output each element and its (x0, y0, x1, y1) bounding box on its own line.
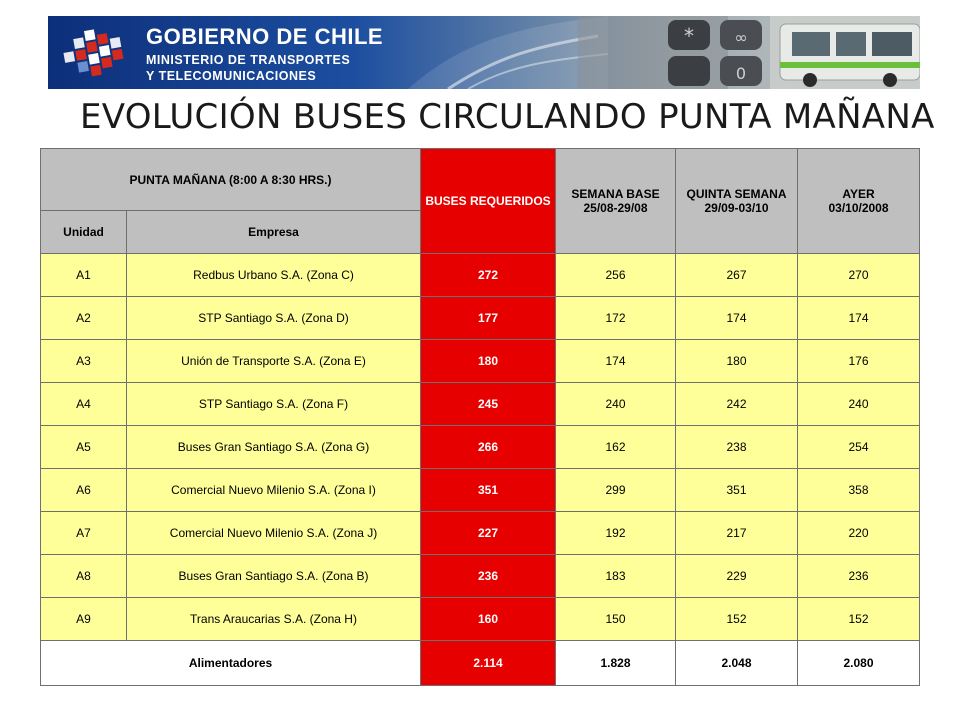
unidad-cell: A5 (41, 426, 127, 469)
total-row (41, 641, 920, 686)
table-row (41, 469, 920, 512)
empresa-cell: Comercial Nuevo Milenio S.A. (Zona J) (127, 512, 421, 555)
base-cell: 240 (556, 383, 676, 426)
buses-table (40, 148, 920, 686)
quinta-semana-header (676, 149, 798, 254)
quinta-cell: 229 (676, 555, 798, 598)
semana-base-label: SEMANA BASE (571, 187, 660, 201)
banner-ministry-line2: Y TELECOMUNICACIONES (146, 69, 317, 83)
total-ayer-cell: 2.080 (798, 641, 920, 686)
buses-requeridos-header: BUSES REQUERIDOS (421, 149, 556, 254)
ayer-cell: 220 (798, 512, 920, 555)
table-row (41, 297, 920, 340)
empresa-cell: Trans Araucarias S.A. (Zona H) (127, 598, 421, 641)
header-row-1 (41, 149, 920, 211)
quinta-cell: 238 (676, 426, 798, 469)
unidad-cell: A7 (41, 512, 127, 555)
requeridos-cell: 236 (421, 555, 556, 598)
base-cell: 150 (556, 598, 676, 641)
unidad-cell: A8 (41, 555, 127, 598)
ayer-cell: 174 (798, 297, 920, 340)
page-title: EVOLUCIÓN BUSES CIRCULANDO PUNTA MAÑANA (80, 97, 935, 137)
requeridos-cell: 177 (421, 297, 556, 340)
empresa-cell: STP Santiago S.A. (Zona D) (127, 297, 421, 340)
unidad-cell: A3 (41, 340, 127, 383)
ayer-label: AYER (842, 187, 875, 201)
ayer-cell: 254 (798, 426, 920, 469)
quinta-cell: 217 (676, 512, 798, 555)
base-cell: 162 (556, 426, 676, 469)
government-star-logo (56, 22, 140, 84)
ayer-cell: 270 (798, 254, 920, 297)
ayer-cell: 152 (798, 598, 920, 641)
base-cell: 183 (556, 555, 676, 598)
svg-text:*: * (684, 24, 694, 48)
quinta-cell: 152 (676, 598, 798, 641)
requeridos-cell: 266 (421, 426, 556, 469)
empresa-cell: STP Santiago S.A. (Zona F) (127, 383, 421, 426)
quinta-semana-dates: 29/09-03/10 (704, 201, 769, 215)
group-header: PUNTA MAÑANA (8:00 A 8:30 HRS.) (41, 149, 421, 211)
table-row (41, 555, 920, 598)
base-cell: 172 (556, 297, 676, 340)
header-banner (48, 16, 920, 89)
base-cell: 256 (556, 254, 676, 297)
total-base-cell: 1.828 (556, 641, 676, 686)
table-row (41, 254, 920, 297)
table-row (41, 598, 920, 641)
quinta-cell: 180 (676, 340, 798, 383)
unidad-cell: A4 (41, 383, 127, 426)
base-cell: 299 (556, 469, 676, 512)
quinta-cell: 174 (676, 297, 798, 340)
empresa-cell: Unión de Transporte S.A. (Zona E) (127, 340, 421, 383)
semana-base-header (556, 149, 676, 254)
quinta-semana-label: QUINTA SEMANA (686, 187, 787, 201)
requeridos-cell: 272 (421, 254, 556, 297)
total-requeridos-cell: 2.114 (421, 641, 556, 686)
total-label-cell: Alimentadores (41, 641, 421, 686)
table-row (41, 512, 920, 555)
unidad-header: Unidad (41, 211, 127, 254)
ayer-cell: 240 (798, 383, 920, 426)
quinta-cell: 242 (676, 383, 798, 426)
unidad-cell: A1 (41, 254, 127, 297)
quinta-cell: 351 (676, 469, 798, 512)
empresa-cell: Buses Gran Santiago S.A. (Zona G) (127, 426, 421, 469)
banner-title: GOBIERNO DE CHILE (146, 24, 384, 49)
table-row (41, 383, 920, 426)
unidad-cell: A2 (41, 297, 127, 340)
base-cell: 174 (556, 340, 676, 383)
ayer-header (798, 149, 920, 254)
ayer-cell: 236 (798, 555, 920, 598)
requeridos-cell: 351 (421, 469, 556, 512)
banner-ministry-line1: MINISTERIO DE TRANSPORTES (146, 53, 351, 67)
svg-text:0: 0 (735, 64, 747, 83)
bus-decoration (770, 16, 920, 89)
requeridos-cell: 160 (421, 598, 556, 641)
unidad-cell: A6 (41, 469, 127, 512)
empresa-cell: Buses Gran Santiago S.A. (Zona B) (127, 555, 421, 598)
requeridos-cell: 245 (421, 383, 556, 426)
unidad-cell: A9 (41, 598, 127, 641)
table-row (41, 340, 920, 383)
empresa-cell: Redbus Urbano S.A. (Zona C) (127, 254, 421, 297)
empresa-cell: Comercial Nuevo Milenio S.A. (Zona I) (127, 469, 421, 512)
total-quinta-cell: 2.048 (676, 641, 798, 686)
requeridos-cell: 180 (421, 340, 556, 383)
ayer-cell: 358 (798, 469, 920, 512)
base-cell: 192 (556, 512, 676, 555)
svg-text:∞: ∞ (734, 28, 748, 47)
table-row (41, 426, 920, 469)
requeridos-cell: 227 (421, 512, 556, 555)
empresa-header: Empresa (127, 211, 421, 254)
ayer-date: 03/10/2008 (828, 201, 889, 215)
quinta-cell: 267 (676, 254, 798, 297)
semana-base-dates: 25/08-29/08 (583, 201, 648, 215)
ayer-cell: 176 (798, 340, 920, 383)
